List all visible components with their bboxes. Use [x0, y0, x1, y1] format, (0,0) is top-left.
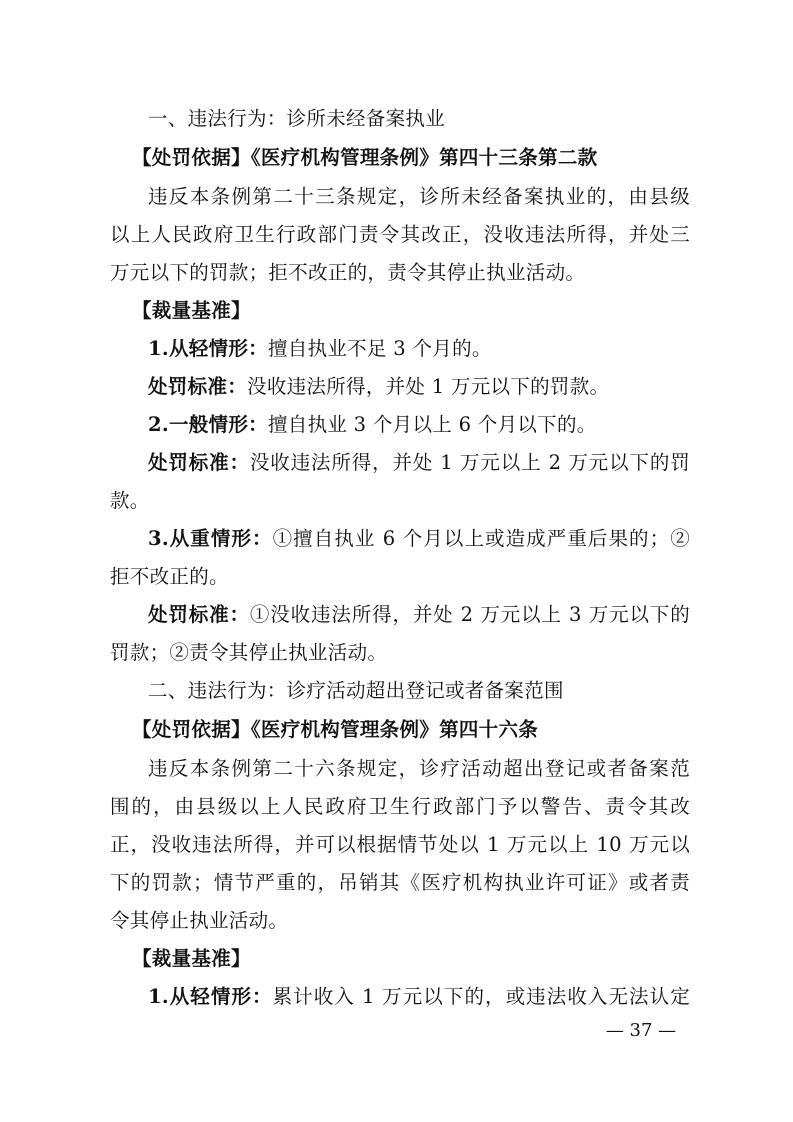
section1-heavy-penalty-cont: 罚款；②责令其停止执业活动。	[110, 641, 388, 664]
basis-title: 《医疗机构管理条例》第四十六条	[250, 718, 539, 741]
basis-label: 【处罚依据】	[132, 718, 251, 741]
penalty-label: 处罚标准：	[148, 451, 250, 474]
section1-para-line-1: 违反本条例第二十三条规定，诊所未经备案执业的，由县级	[148, 185, 690, 208]
light-label: 1.从轻情形：	[148, 337, 268, 360]
section1-light-case	[148, 334, 690, 364]
section2-para-line-3: 正，没收违法所得，并可以根据情节处以 1 万元以上 10 万元以	[110, 833, 690, 856]
heavy-label: 3.从重情形：	[148, 527, 273, 550]
normal-text: 擅自执业 3 个月以上 6 个月以下的。	[267, 413, 597, 436]
section1-para-line-2: 以上人民政府卫生行政部门责令其改正，没收违法所得，并处三	[110, 223, 690, 246]
penalty-text: 没收违法所得，并处 1 万元以上 2 万元以下的罚	[249, 451, 690, 474]
heavy-text: ①擅自执业 6 个月以上或造成严重后果的；②	[272, 527, 690, 550]
penalty-label: 处罚标准：	[148, 603, 250, 626]
section1-std-label: 【裁量基准】	[132, 299, 251, 322]
normal-label: 2.一般情形：	[148, 413, 268, 436]
section1-heavy-case	[148, 524, 690, 554]
section1-heading: 一、违法行为：诊所未经备案执业	[148, 107, 446, 130]
penalty-text: 没收违法所得，并处 1 万元以下的罚款。	[247, 375, 610, 398]
section2-std-label: 【裁量基准】	[132, 947, 251, 970]
section1-light-penalty	[148, 372, 690, 402]
section1-basis	[132, 143, 690, 173]
section2-para-line-2: 围的，由县级以上人民政府卫生行政部门予以警告、责令其改	[110, 795, 690, 818]
section1-heavy-case-cont: 拒不改正的。	[110, 565, 229, 588]
basis-title: 《医疗机构管理条例》第四十三条第二款	[250, 146, 598, 169]
section1-normal-penalty-cont: 款。	[110, 489, 150, 512]
light-text: 累计收入 1 万元以下的，或违法收入无法认定	[272, 985, 690, 1008]
page-number: — 37 —	[605, 1020, 677, 1041]
section2-basis	[132, 715, 690, 745]
section1-normal-case	[148, 410, 690, 440]
section1-normal-penalty	[148, 448, 690, 478]
section2-para-line-1: 违反本条例第二十六条规定，诊疗活动超出登记或者备案范	[148, 757, 690, 780]
penalty-label: 处罚标准：	[148, 375, 248, 398]
basis-label: 【处罚依据】	[132, 146, 251, 169]
section1-para-line-3: 万元以下的罚款；拒不改正的，责令其停止执业活动。	[110, 261, 586, 284]
section2-para-line-4: 下的罚款；情节严重的，吊销其《医疗机构执业许可证》或者责	[110, 871, 690, 894]
section2-para-line-5: 令其停止执业活动。	[110, 909, 289, 932]
section2-heading: 二、违法行为：诊疗活动超出登记或者备案范围	[148, 679, 564, 702]
section1-heavy-penalty	[148, 600, 690, 630]
section2-light-case	[148, 982, 690, 1012]
light-text: 擅自执业不足 3 个月的。	[267, 337, 492, 360]
penalty-text: ①没收违法所得，并处 2 万元以上 3 万元以下的	[249, 603, 690, 626]
light-label: 1.从轻情形：	[148, 985, 273, 1008]
